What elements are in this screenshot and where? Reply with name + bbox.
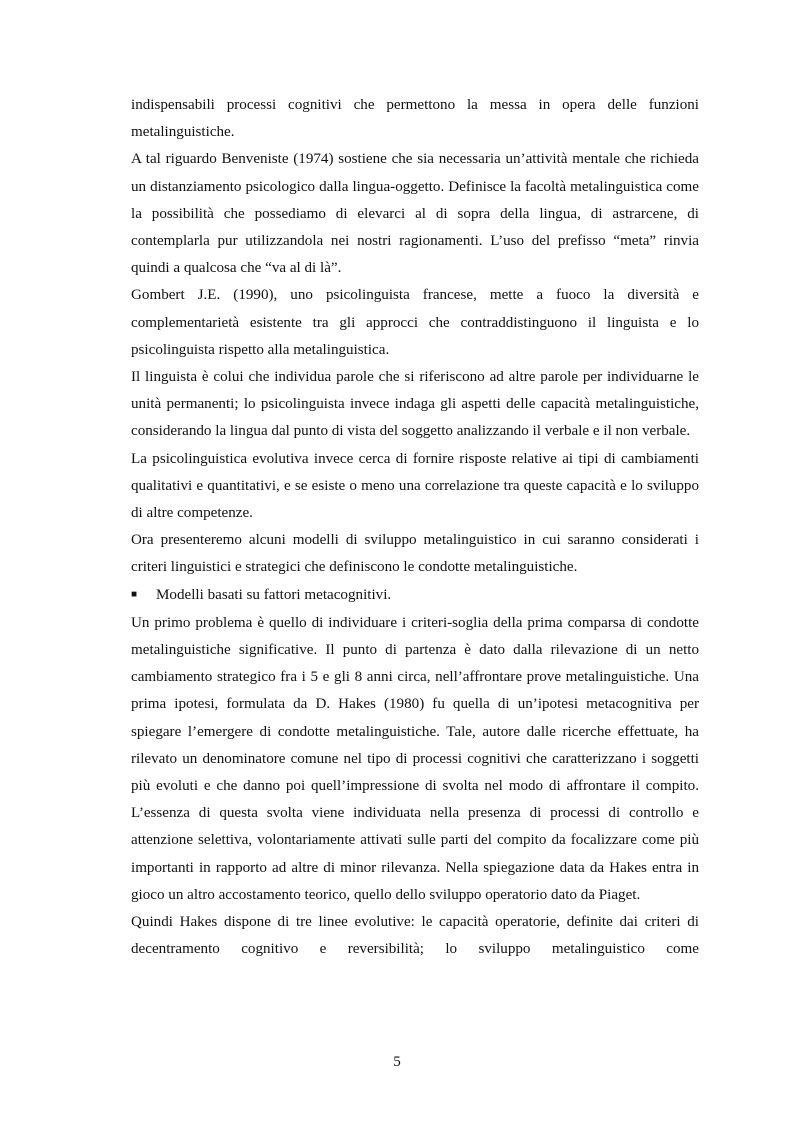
paragraph-hakes: Un primo problema è quello di individuare i criteri-soglia della prima comparsa di condotte metalinguistiche significative. Il punto di partenza è dato dalla rilevazione di un netto cambiamento strategico fra i 5 e gli 8 anni circa, nell’affrontare prove metalinguistiche. Una prima ipotesi, formulata da D. Hakes (1980) fu quella di un’ipotesi metacognitiva per spiegare l’emergere di condotte metalinguistiche. Tale, autore dalle ricerche effettuate, ha rilevato un denominatore comune nel tipo di processi cognitivi che caratterizzano i soggetti più evoluti e che danno poi quell’impressione di svolta nel modo di affrontare il compito. L’essenza di questa svolta viene individuata nella presenza di processi di controllo e attenzione selettiva, volontariamente attivati sulle parti del compito da focalizzare come più importanti in rapporto ad altre di minor rilevanza. Nella spiegazione data da Hakes entra in gioco un altro accostamento teorico, quello dello sviluppo operatorio dato da Piaget.	[131, 614, 699, 903]
paragraph-benveniste: A tal riguardo Benveniste (1974) sostiene che sia necessaria un’attività mentale che richieda un distanziamento psicologico dalla lingua-oggetto. Definisce la facoltà metalinguistica come la possibilità che possediamo di elevarci al di sopra della lingua, di astrarcene, di contemplarla pur utilizzandola nei nostri ragionamenti. L’uso del prefisso “meta” rinvia quindi a qualcosa che “va al di là”.	[131, 151, 699, 277]
paragraph-intro-continuation: indispensabili processi cognitivi che permettono la messa in opera delle funzioni metalinguistiche.	[131, 97, 699, 141]
paragraph-linee-evolutive: Quindi Hakes dispone di tre linee evolutive: le capacità operatorie, definite dai criteri di decentramento cognitivo e reversibilità; lo sviluppo metalinguistico come	[131, 914, 699, 958]
bullet-item-metacognitivi	[131, 582, 699, 610]
paragraph-linguista: Il linguista è colui che individua parole che si riferiscono ad altre parole per individuarne le unità permanenti; lo psicolinguista invece indaga gli aspetti delle capacità metalinguistiche, considerando la lingua dal punto di vista del soggetto analizzando il verbale e il non verbale.	[131, 369, 699, 440]
square-bullet-icon: ■	[131, 588, 138, 600]
bullet-text: Modelli basati su fattori metacognitivi.	[156, 586, 392, 603]
paragraph-gombert: Gombert J.E. (1990), uno psicolinguista francese, mette a fuoco la diversità e complementarietà esistente tra gli approcci che contraddistinguono il linguista e lo psicolinguista rispetto alla metalinguistica.	[131, 287, 699, 358]
paragraph-psicolinguistica-evolutiva: La psicolinguistica evolutiva invece cerca di fornire risposte relative ai tipi di cambiamenti qualitativi e quantitativi, e se esiste o meno una correlazione tra queste capacità e lo sviluppo di altre competenze.	[131, 450, 699, 522]
paragraph-modelli-intro: Ora presenteremo alcuni modelli di sviluppo metalinguistico in cui saranno considerati i criteri linguistici e strategici che definiscono le condotte metalinguistiche.	[131, 532, 699, 576]
page-number: 5	[393, 1054, 401, 1070]
page-body	[131, 92, 699, 964]
